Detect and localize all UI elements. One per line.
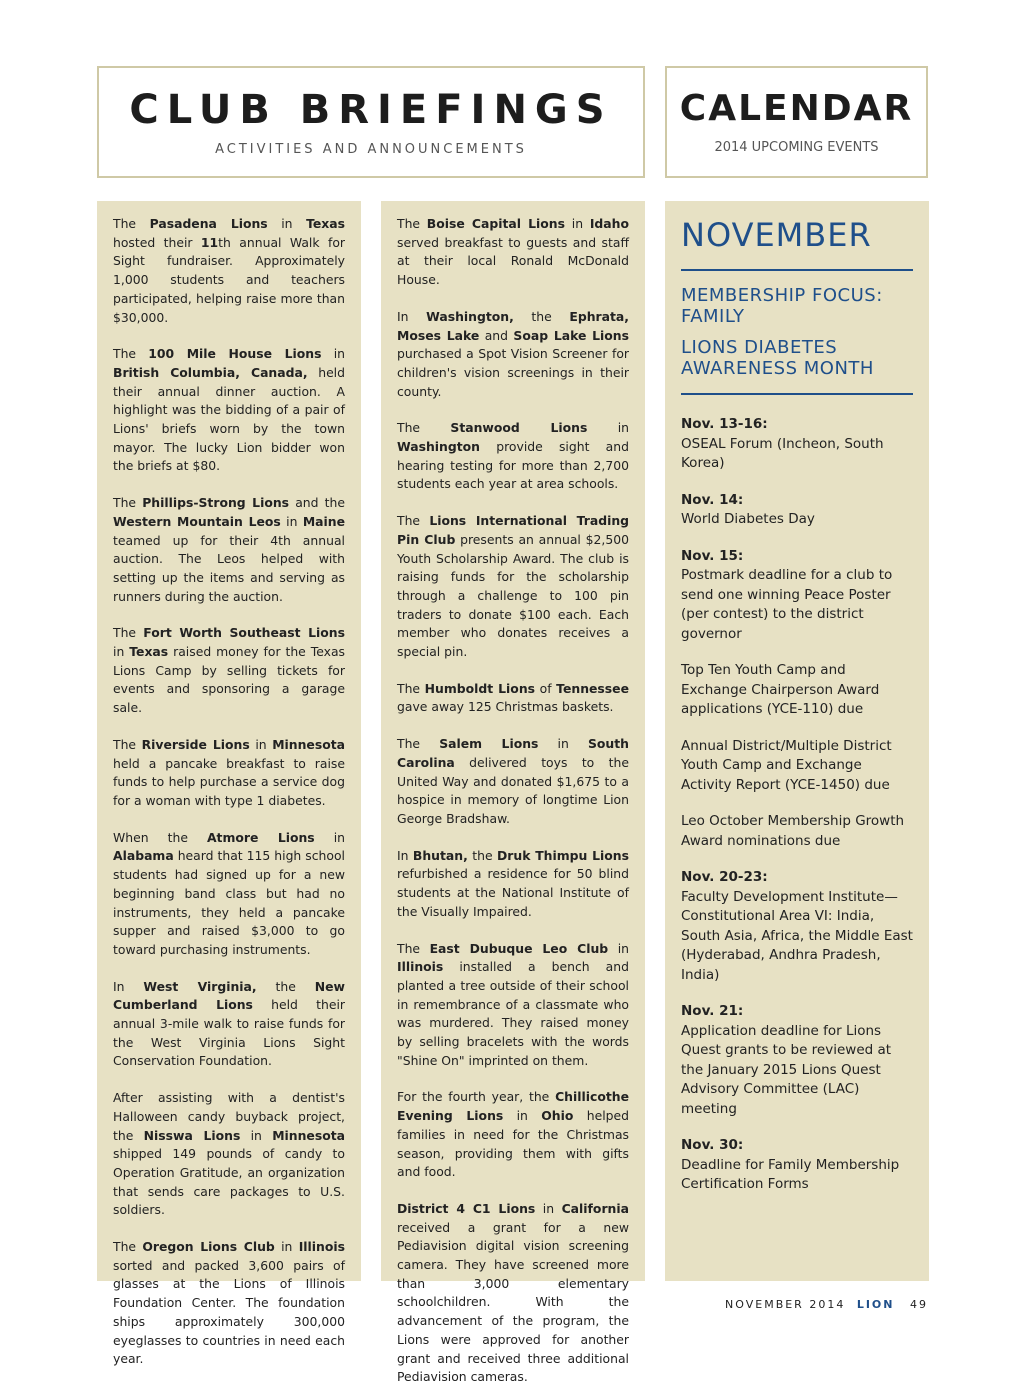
event-text: Postmark deadline for a club to send one winning Peace Poster (per contest) to the district governor	[681, 567, 893, 642]
briefing-item: The Pasadena Lions in Texas hosted their 11th annual Walk for Sight fundraiser. Approximately 1,000 students and teachers participated, helping raise more than $30,000.	[113, 216, 345, 325]
event-text: World Diabetes Day	[681, 511, 815, 527]
event-date: Nov. 30:	[681, 1137, 744, 1153]
briefing-item: In Washington, the Ephrata, Moses Lake and Soap Lake Lions purchased a Spot Vision Screener for children's vision screenings in their county.	[397, 308, 629, 399]
event-date: Nov. 15:	[681, 547, 744, 564]
briefing-item: The Humboldt Lions of Tennessee gave away 125 Christmas baskets.	[397, 680, 629, 715]
briefing-item: The 100 Mile House Lions in British Columbia, Canada, held their annual dinner auction. A highlight was the bidding of a pair of Lions' briefs worn by the town mayor. The lucky Lion bidder won the briefs at $80.	[113, 346, 345, 474]
calendar-event	[681, 661, 913, 720]
calendar-event	[681, 547, 913, 645]
membership-focus: MEMBERSHIP FOCUS: FAMILY	[681, 285, 883, 327]
briefing-item: For the fourth year, the Chillicothe Evening Lions in Ohio helped families in need for the Christmas season, providing them with gifts and food.	[397, 1089, 629, 1180]
event-text: Annual District/Multiple District Youth Camp and Exchange Activity Report (YCE-1450) due	[681, 737, 892, 793]
calendar-event	[681, 812, 913, 851]
calendar-column	[665, 201, 929, 1281]
calendar-event	[681, 415, 913, 474]
briefing-item: The Riverside Lions in Minnesota held a pancake breakfast to raise funds to help purchase a service dog for a woman with type 1 diabetes.	[113, 736, 345, 808]
event-date: Nov. 20-23:	[681, 869, 768, 885]
event-text: Faculty Development Institute—Constitutional Area VI: India, South Asia, Africa, the Middle East (Hyderabad, Andhra Pradesh, India)	[681, 888, 913, 983]
event-text: Top Ten Youth Camp and Exchange Chairperson Award applications (YCE-110) due	[681, 662, 880, 717]
page-number: 49	[910, 1298, 928, 1311]
calendar-title: CALENDAR	[679, 88, 914, 129]
briefing-item: In Bhutan, the Druk Thimpu Lions refurbished a residence for 50 blind students at the National Institute of the Visually Impaired.	[397, 847, 629, 919]
calendar-subtitle: 2014 UPCOMING EVENTS	[714, 140, 879, 155]
briefing-item: The Boise Capital Lions in Idaho served breakfast to guests and staff at their local Ronald McDonald House.	[397, 216, 629, 288]
club-briefings-header	[97, 66, 645, 178]
footer-brand: LION	[856, 1298, 895, 1311]
calendar-event	[681, 491, 913, 530]
page-footer	[725, 1298, 928, 1311]
club-briefings-subtitle: ACTIVITIES AND ANNOUNCEMENTS	[215, 142, 527, 157]
calendar-event	[681, 868, 913, 985]
briefings-column-1	[97, 201, 361, 1367]
briefing-item: The Fort Worth Southeast Lions in Texas raised money for the Texas Lions Camp by selling tickets for events and sponsoring a garage sale.	[113, 625, 345, 716]
footer-date: NOVEMBER 2014	[725, 1298, 846, 1311]
briefing-item: The Oregon Lions Club in Illinois sorted and packed 3,600 pairs of glasses at the Lions of Illinois Foundation Center. The foundation ships approximately 300,000 eyeglasses to countries in need each year.	[113, 1239, 345, 1367]
focus-block	[681, 271, 913, 395]
briefing-item: When the Atmore Lions in Alabama heard that 115 high school students had signed up for a new beginning band class but had no instruments, they held a pancake supper and raised $3,000 to go toward purchasing instruments.	[113, 829, 345, 957]
briefing-item: District 4 C1 Lions in California received a grant for a new Pediavision digital vision screening camera. They have screened more than 3,000 elementary schoolchildren. With the advancement of the program, the Lions were approved for another grant and received three additional Pediavision cameras.	[397, 1200, 629, 1385]
calendar-event	[681, 1136, 913, 1195]
event-date: Nov. 13-16:	[681, 416, 768, 432]
briefing-item: The Stanwood Lions in Washington provide sight and hearing testing for more than 2,700 students each year at area schools.	[397, 420, 630, 492]
event-date: Nov. 21:	[681, 1003, 744, 1019]
event-list	[681, 415, 913, 1195]
briefing-item: After assisting with a dentist's Halloween candy buyback project, the Nisswa Lions in Minnesota shipped 149 pounds of candy to Operation Gratitude, an organization that sends care packages to U.S. soldiers.	[113, 1090, 345, 1218]
event-text: Application deadline for Lions Quest grants to be reviewed at the January 2015 Lions Quest Advisory Committee (LAC) meeting	[681, 1022, 892, 1117]
event-text: Leo October Membership Growth Award nominations due	[681, 813, 905, 849]
awareness-month: LIONS DIABETES AWARENESS MONTH	[681, 337, 874, 379]
briefing-item: The Salem Lions in South Carolina delivered toys to the United Way and donated $1,675 to a hospice in memory of longtime Lion George Bradshaw.	[397, 736, 629, 826]
club-briefings-title: CLUB BRIEFINGS	[129, 87, 613, 133]
calendar-event	[681, 1002, 913, 1119]
event-text: Deadline for Family Membership Certification Forms	[681, 1156, 900, 1192]
event-text: OSEAL Forum (Incheon, South Korea)	[681, 435, 884, 471]
event-date: Nov. 14:	[681, 491, 744, 508]
calendar-header	[665, 66, 928, 178]
briefing-item: The Phillips-Strong Lions and the Western Mountain Leos in Maine teamed up for their 4th annual auction. The Leos helped with setting up the items and serving as runners during the auction.	[113, 495, 345, 604]
calendar-event	[681, 737, 913, 796]
month-title: NOVEMBER	[681, 215, 913, 271]
briefing-item: The Lions International Trading Pin Club presents an annual $2,500 Youth Scholarship Award. The club is raising funds for the scholarship through a challenge to 100 pin traders to donate $100 each. Each member who donates receives a special pin.	[397, 513, 630, 660]
briefing-item: The East Dubuque Leo Club in Illinois installed a bench and planted a tree outside of their school in remembrance of a classmate who was murdered. They raised money by selling bracelets with the words "Shine On" imprinted on them.	[397, 940, 629, 1068]
briefings-column-2	[381, 201, 645, 1385]
briefing-item: In West Virginia, the New Cumberland Lions held their annual 3-mile walk to raise funds for the West Virginia Lions Sight Conservation Foundation.	[113, 978, 346, 1069]
